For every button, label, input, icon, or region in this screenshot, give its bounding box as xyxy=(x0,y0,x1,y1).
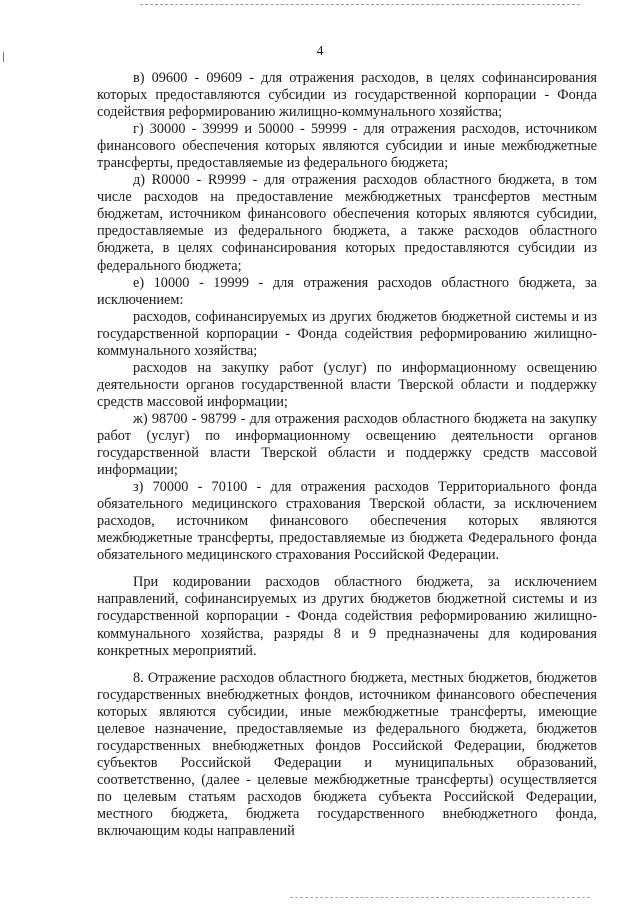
scan-artifact-top xyxy=(140,4,580,7)
scan-artifact-bottom xyxy=(290,897,590,900)
paragraph-section-8: 8. Отражение расходов областного бюджета, местных бюджетов, бюджетов государственных внебюджетных фондов, источником финансового обеспечения которых являются субсидии, иные межбюджетные трансферты, имеющие целевое назначение, предоставляемые из федерального бюджета, бюджетов государственных внебюджетных фондов Российской Федерации, бюджетов субъектов Российской Федерации и муниципальных образований, соответственно, (далее - целевые межбюджетные трансферты) осуществляется по целевым статьям расходов бюджета субъекта Российской Федерации, местного бюджета, бюджета государственного внебюджетного фонда, включающим коды направлений xyxy=(97,669,597,840)
paragraph-e: е) 10000 - 19999 - для отражения расходов областного бюджета, за исключением: xyxy=(97,274,597,308)
paragraph-coding-note: При кодировании расходов областного бюджета, за исключением направлений, софинансируемых из других бюджетов бюджетной системы и из государственной корпорации - Фонда содействия реформированию жилищно-коммунального хозяйства, разряды 8 и 9 предназначены для кодирования конкретных мероприятий. xyxy=(97,574,597,659)
paragraph-e-exception-1: расходов, софинансируемых из других бюджетов бюджетной системы и из государственной корпорации - Фонда содействия реформированию жилищно-коммунального хозяйства; xyxy=(97,308,597,359)
paragraph-zh: ж) 98700 - 98799 - для отражения расходов областного бюджета на закупку работ (услуг) по информационному освещению деятельности органов государственной власти Тверской области и поддержку средств массовой информации; xyxy=(97,410,597,479)
document-body xyxy=(97,70,597,840)
paragraph-d: д) R0000 - R9999 - для отражения расходов областного бюджета, в том числе расходов на предоставление межбюджетных трансфертов местным бюджетам, источником финансового обеспечения которых являются субсидии, предоставляемые из федерального бюджета, а также расходов областного бюджета, в целях софинансирования которых предоставляются субсидии из федерального бюджета; xyxy=(97,172,597,274)
paragraph-g: г) 30000 - 39999 и 50000 - 59999 - для отражения расходов, источником финансового обеспечения которых являются субсидии и иные межбюджетные трансферты, предоставляемые из федерального бюджета; xyxy=(97,121,597,172)
paragraph-e-exception-2: расходов на закупку работ (услуг) по информационному освещению деятельности органов государственной власти Тверской области и поддержку средств массовой информации; xyxy=(97,359,597,410)
paragraph-v: в) 09600 - 09609 - для отражения расходов, в целях софинансирования которых предоставляются субсидии из государственной корпорации - Фонда содействия реформированию жилищно-коммунального хозяйства; xyxy=(97,70,597,121)
page-number: 4 xyxy=(316,44,324,59)
paragraph-z: з) 70000 - 70100 - для отражения расходов Территориального фонда обязательного медицинского страхования Тверской области, за исключением расходов, источником финансового обеспечения которых являются межбюджетные трансферты, предоставляемые из бюджета Федерального фонда обязательного медицинского страхования Российской Федерации. xyxy=(97,479,597,564)
